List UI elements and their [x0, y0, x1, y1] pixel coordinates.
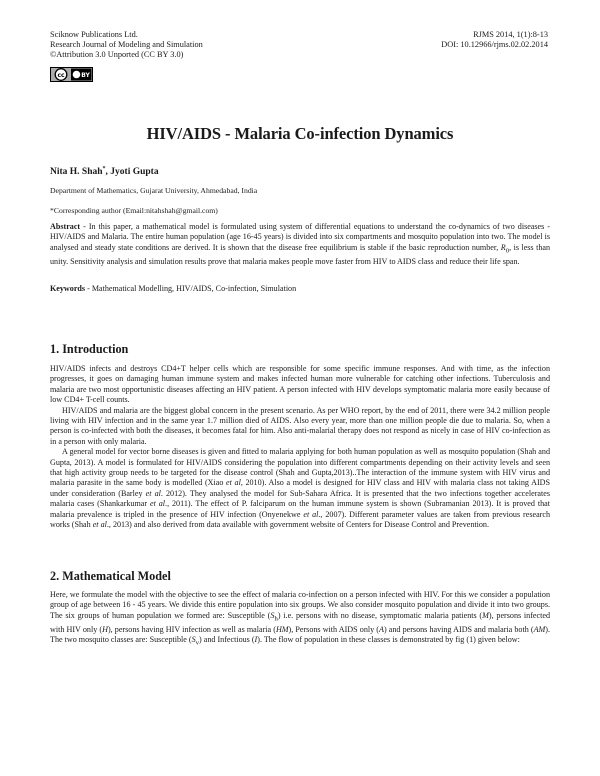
- keywords-label: Keywords: [50, 284, 86, 293]
- section-2-heading: 2. Mathematical Model: [50, 569, 171, 583]
- hm-symbol: HM: [275, 624, 289, 634]
- sh-subscript: h: [274, 615, 278, 623]
- model-text-9: ). The flow of population in these classes is demonstrated by fig (1) given below:: [257, 635, 520, 645]
- model-text-8: ) and Infectious (: [199, 635, 255, 645]
- sh-symbol: S: [270, 610, 275, 620]
- model-text-5: ), Persons with AIDS only (: [288, 624, 379, 634]
- affiliation: Department of Mathematics, Gujarat University, Ahmedabad, India: [50, 186, 258, 195]
- keywords-text: - Mathematical Modelling, HIV/AIDS, Co-infection, Simulation: [85, 284, 297, 293]
- p3-etal-3: et al: [149, 499, 166, 509]
- author-line: [50, 166, 159, 177]
- intro-paragraph-3: [50, 447, 550, 530]
- p3-etal-2: et al: [145, 488, 161, 498]
- model-paragraph: [50, 590, 550, 649]
- by-badge-text: BY: [81, 72, 90, 79]
- header-left: [50, 30, 203, 61]
- p3-text-d: ., 2011). The effect of P. falciparum on the human immune system is shown (Subramanian 2013). It is proved that malaria prevalence is tripled in the presence of HIV infection (Onyenekwe: [50, 499, 550, 519]
- model-text-2: ) i.e. persons with no disease, symptomatic malaria patients (: [277, 610, 483, 620]
- paper-title: HIV/AIDS - Malaria Co-infection Dynamics: [146, 124, 454, 143]
- model-body: [50, 590, 550, 649]
- publisher-name: Sciknow Publications Ltd.: [50, 30, 138, 39]
- header-right: [441, 30, 548, 50]
- corresponding-mark: *: [102, 166, 106, 172]
- doi: DOI: 10.12966/rjms.02.02.2014: [441, 40, 548, 50]
- r0-symbol: R: [500, 242, 506, 252]
- r0-subscript: 0: [505, 247, 510, 255]
- model-text-6: ) and persons having AIDS and malaria both (: [383, 624, 534, 634]
- sv-symbol: S: [191, 635, 196, 645]
- p3-etal-4: et al: [303, 509, 319, 519]
- corresponding-author: *Corresponding author (Email:nitahshah@gmail.com): [50, 206, 218, 215]
- section-1-heading: 1. Introduction: [50, 342, 129, 356]
- abstract-text-a: - In this paper, a mathematical model is formulated using system of differential equations to understand the co-dynamics of two diseases - HIV/AIDS and Malaria. The entire human population (age 16-45 years) is divided into six compartments and mosquito population into two. The model is analysed and steady state conditions are derived. It is shown that the disease free equilibrium is stable if the basic reproduction number,: [50, 222, 550, 252]
- p3-etal-5: et al: [92, 520, 107, 530]
- sv-subscript: v: [195, 639, 200, 647]
- p3-text-a: A general model for vector borne diseases is given and fitted to malaria applying for both human population as well as mosquito population (Shah and Gupta, 2013). A model is formulated for HIV/AIDS considering the population into different compartments depending on their activity levels and seen that high activity group needs to be targeted for the disease control (Shah and Gupta,2013)..The interaction of the immune system with HIV virus and malaria parasite in the same body is modelled (Xiao: [50, 447, 550, 488]
- am-symbol: AM: [533, 624, 546, 634]
- p3-text-e: ., 2007). Different parameter values are taken from previous research works (Shah: [50, 509, 550, 530]
- author-1: Nita H. Shah: [50, 167, 103, 178]
- model-text-4: ), persons having HIV infection as well as malaria (: [107, 624, 276, 634]
- license-text: ©Attribution 3.0 Unported (CC BY 3.0): [50, 50, 184, 60]
- model-text-1: Here, we formulate the model with the objective to see the effect of malaria co-infection on a person infected with HIV. For this we consider a population group of age between 16 - 45 years. We divide this entire population into six groups. We also consider mosquito population and divide it into two groups. The six groups of human population we formed are: Susceptible (: [50, 590, 550, 620]
- m-symbol: M: [482, 610, 489, 620]
- p3-text-c: . 2012). They analysed the model for Sub-Sahara Africa. It is presented that the two infections together accelerates malaria cases (Shankarkumar: [50, 488, 550, 509]
- p3-text-b: , 2010). Also a model is designed for HIV class and HIV with malaria class not taking AIDS under consideration (Barley: [50, 478, 550, 498]
- abstract-text-b: , is less than unity. Sensitivity analysis and simulation results prove that malaria makes people move faster from HIV to AIDS class and reduce their life span.: [50, 242, 551, 266]
- intro-paragraph-2: HIV/AIDS and malaria are the biggest global concern in the present scenario. As per WHO report, by the end of 2011, there were 34.2 million people living with HIV infection and in the same year 1.7 million died of AIDS. Also every year, more than one million people die due to malaria. So, when a person is co-infected with both the diseases, it becomes fatal for him. Also anti-malarial therapy does not respond as nicely in case of HIV co-infection as in a person with only malaria.: [50, 405, 550, 446]
- author-2: Jyoti Gupta: [110, 167, 159, 178]
- model-text-7: ). The two mosquito classes are: Susceptible (: [50, 624, 550, 645]
- citation: RJMS 2014, 1(1):8-13: [473, 30, 548, 39]
- abstract: [50, 222, 550, 267]
- abstract-label: Abstract: [50, 222, 81, 231]
- keywords: [50, 284, 550, 294]
- cc-badge-text: cc: [57, 71, 65, 79]
- model-text-3: ), persons infected with HIV only (: [50, 610, 550, 634]
- a-symbol: A: [379, 624, 384, 634]
- introduction-body: [50, 364, 550, 531]
- h-symbol: H: [102, 624, 108, 634]
- p3-etal-1: et al: [226, 478, 241, 488]
- p3-text-f: ., 2013) and also derived from data available with government website of Centers for Disease Control and Prevention.: [106, 520, 489, 530]
- author-separator: ,: [105, 167, 111, 178]
- i-symbol: I: [254, 635, 258, 645]
- intro-paragraph-1: HIV/AIDS infects and destroys CD4+T helper cells which are responsible for some specific immune responses. And with time, as the infection progresses, it goes on damaging human immune system and makes infected human more vulnerable for catching other infections. Tuberculosis and malaria are two most opportunistic diseases affecting an HIV patient. A person infected with HIV develops symptomatic malaria more easily because of low CD4+ T-cell counts.: [50, 364, 550, 405]
- journal-name: Research Journal of Modeling and Simulation: [50, 40, 203, 50]
- cc-by-license-icon: [50, 67, 93, 82]
